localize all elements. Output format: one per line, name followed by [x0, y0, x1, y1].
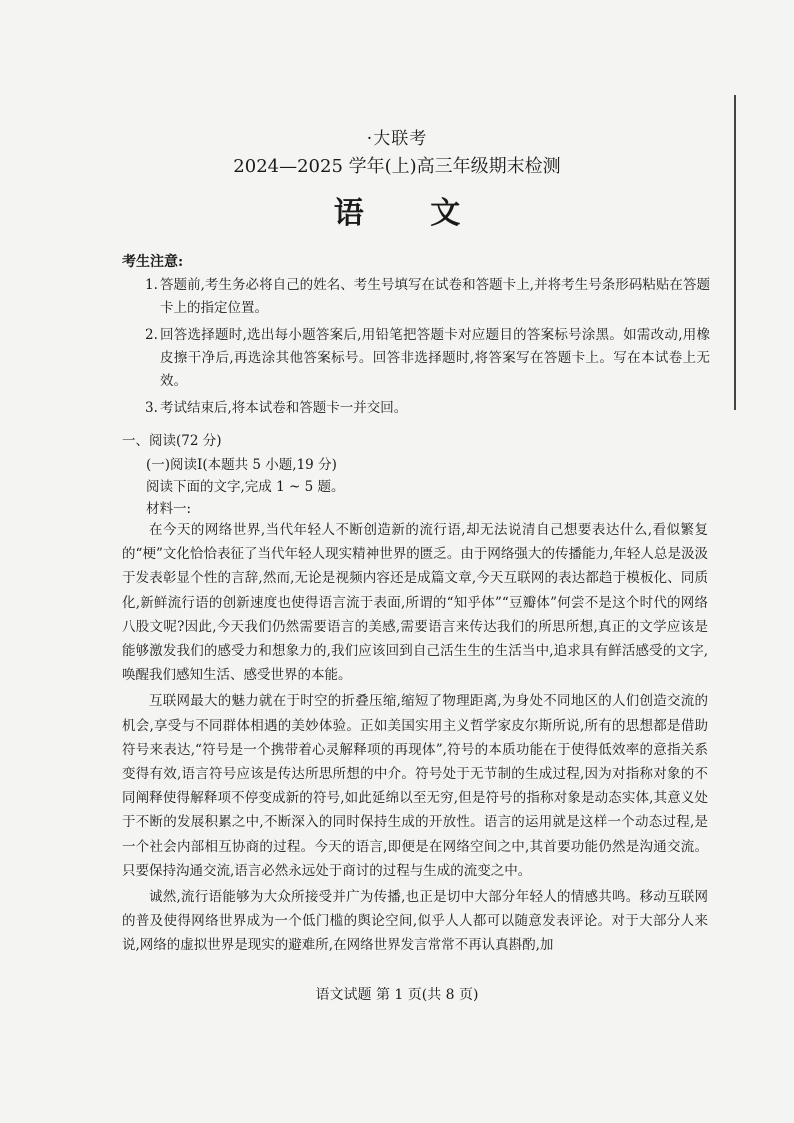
- notice-item: [145, 274, 710, 320]
- passage-paragraph: 在今天的网络世界,当代年轻人不断创造新的流行语,却无法说清自己想要表达什么,看似繁复的“梗”文化恰恰表征了当代年轻人现实精神世界的匮乏。由于网络强大的传播能力,年轻人总是汲汲于发表彰显个性的言辞,然而,无论是视频内容还是成篇文章,今天互联网的表达都趋于模板化、同质化,新鲜流行语的创新速度也使得语言流于表面,所谓的“知乎体”“豆瓣体”何尝不是这个时代的网络八股文呢?因此,今天我们仍然需要语言的美感,需要语言来传达我们的所思所想,真正的文学应该是能够激发我们的感受力和想象力的,我们应该回到自己活生生的生活当中,追求具有鲜活感受的文字,唤醒我们感知生活、感受世界的本能。: [122, 522, 708, 684]
- exam-header: [0, 128, 794, 234]
- notice-title: 考生注意:: [122, 254, 184, 270]
- material-label: 材料一:: [146, 501, 192, 517]
- notice-item: [145, 397, 710, 420]
- notice-text: 回答选择题时,选出每小题答案后,用铅笔把答题卡对应题目的答案标号涂黑。如需改动,用橡皮擦干净后,再选涂其他答案标号。回答非选择题时,将答案写在答题卡上。写在本试卷上无效。: [160, 327, 710, 389]
- notice-text: 答题前,考生务必将自己的姓名、考生号填写在试卷和答题卡上,并将考生号条形码粘贴在答题卡上的指定位置。: [160, 277, 710, 316]
- subsection-title: (一)阅读Ⅰ(本题共 5 小题,19 分): [146, 457, 337, 473]
- subject-title: 语 文: [333, 196, 489, 231]
- reading-passage: [122, 518, 708, 960]
- section-title: 一、阅读(72 分): [122, 433, 222, 449]
- reading-instruction: 阅读下面的文字,完成 1 ~ 5 题。: [146, 479, 345, 495]
- notice-list: [145, 274, 710, 424]
- notice-number: 1.: [145, 277, 158, 293]
- passage-paragraph: 互联网最大的魅力就在于时空的折叠压缩,缩短了物理距离,为身处不同地区的人们创造交流的机会,享受与不同群体相遇的美妙体验。正如美国实用主义哲学家皮尔斯所说,所有的思想都是借助符号来表达,“符号是一个携带着心灵解释项的再现体”,符号的本质功能在于使得低效率的意指关系变得有效,语言符号应该是传达所思所想的中介。符号处于无节制的生成过程,因为对指称对象的不同阐释使得解释项不停变成新的符号,如此延绵以至无穷,但是符号的指称对象是动态实体,其意义处于不断的发展积累之中,不断深入的同时保持生成的开放性。语言的运用就是这样一个动态过程,是一个社会内部相互协商的过程。今天的语言,即便是在网络空间之中,其首要功能仍然是沟通交流。只要保持沟通交流,语言必然永远处于商讨的过程与生成的流变之中。: [122, 693, 708, 879]
- exam-organizer: ·大联考: [366, 129, 428, 149]
- exam-term-title: 2024—2025 学年(上)高三年级期末检测: [233, 156, 561, 177]
- notice-number: 3.: [145, 400, 158, 416]
- page-footer: 语文试题 第 1 页(共 8 页): [315, 987, 479, 1003]
- passage-paragraph: 诚然,流行语能够为大众所接受并广为传播,也正是切中大部分年轻人的情感共鸣。移动互联网的普及使得网络世界成为一个低门槛的舆论空间,似乎人人都可以随意发表评论。对于大部分人来说,网络的虚拟世界是现实的避难所,在网络世界发言常常不再认真斟酌,加: [122, 889, 708, 954]
- notice-number: 2.: [145, 327, 158, 343]
- notice-item: [145, 324, 710, 393]
- notice-text: 考试结束后,将本试卷和答题卡一并交回。: [160, 400, 408, 416]
